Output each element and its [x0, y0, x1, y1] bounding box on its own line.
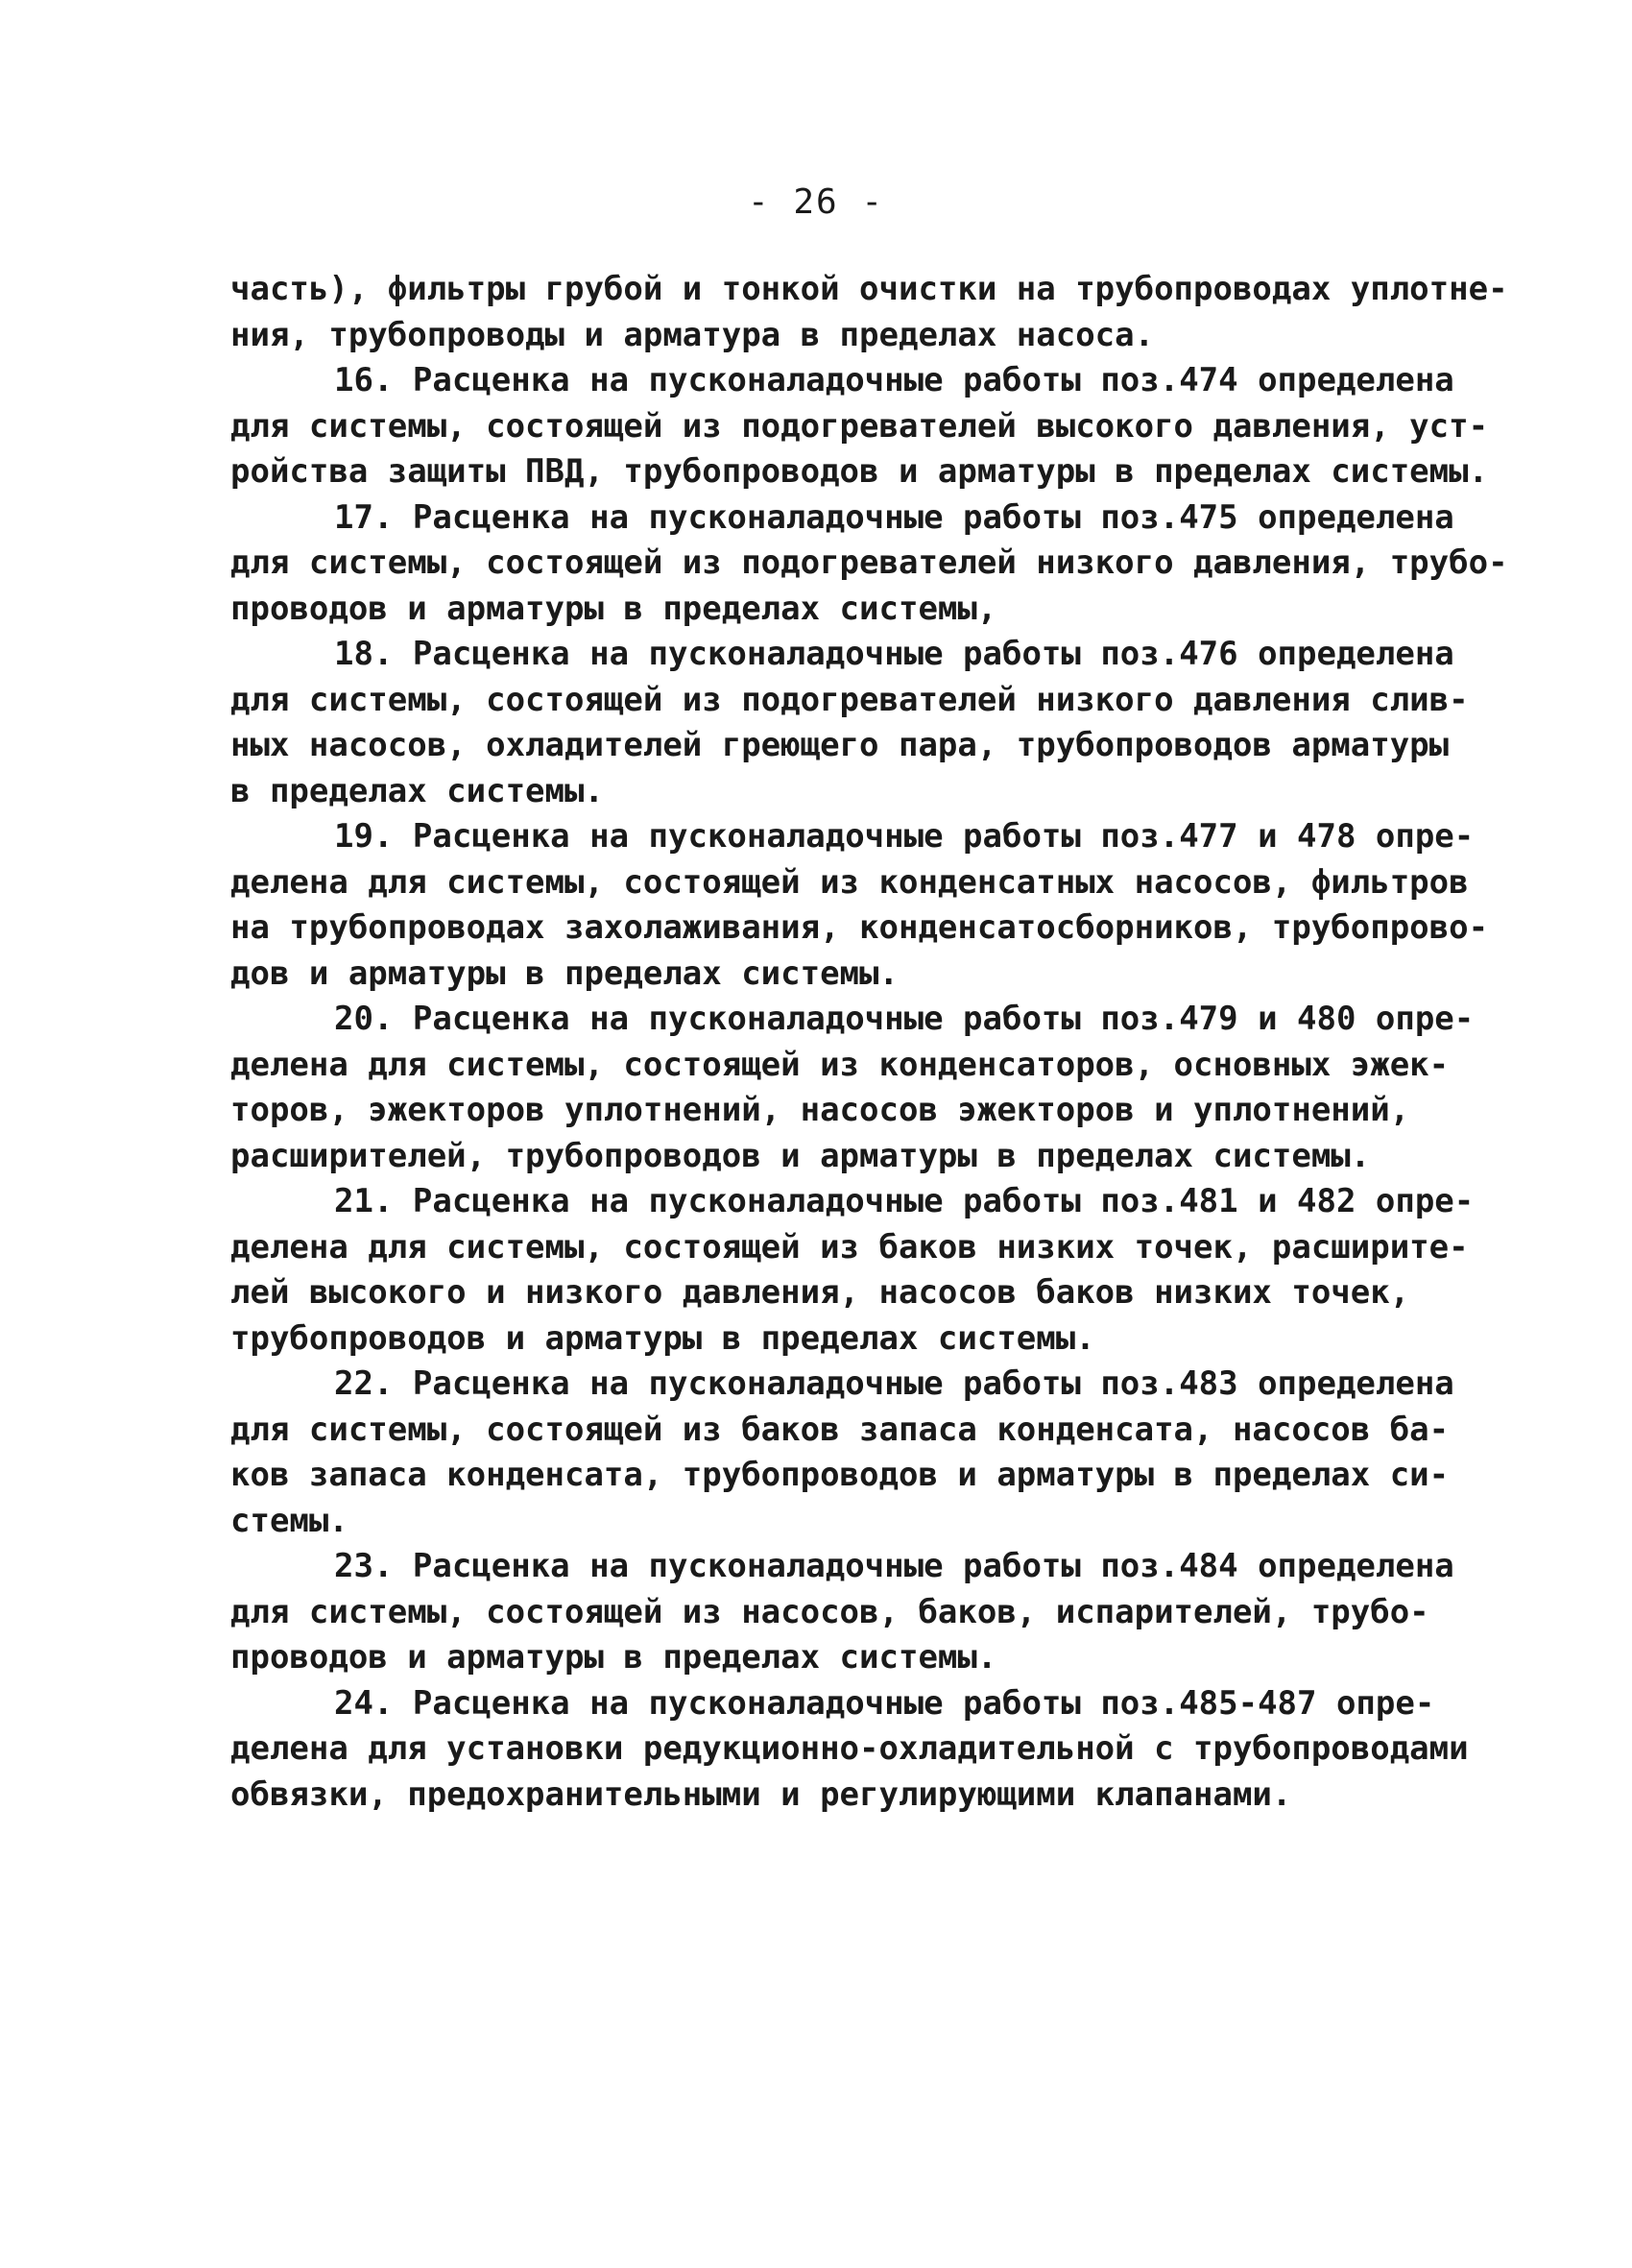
text-line: часть), фильтры грубой и тонкой очистки на трубопроводах уплотне-: [230, 270, 1508, 308]
text-line: стемы.: [230, 1501, 348, 1540]
text-line: торов, эжекторов уплотнений, насосов эжекторов и уплотнений,: [230, 1091, 1410, 1129]
text-line: лей высокого и низкого давления, насосов баков низких точек,: [230, 1273, 1410, 1312]
text-line: 16. Расценка на пусконаладочные работы поз.474 определена: [334, 361, 1454, 399]
text-line: 24. Расценка на пусконаладочные работы поз.485-487 опре-: [334, 1683, 1435, 1723]
text-line: в пределах системы.: [230, 771, 604, 810]
text-line: обвязки, предохранительными и регулирующими клапанами.: [230, 1774, 1292, 1814]
text-line: проводов и арматуры в пределах системы.: [230, 1638, 997, 1677]
text-line: для системы, состоящей из насосов, баков, испарителей, трубо-: [230, 1592, 1429, 1631]
text-line: делена для системы, состоящей из конденсатных насосов, фильтров: [230, 862, 1469, 902]
text-line: 17. Расценка на пусконаладочные работы поз.475 определена: [334, 497, 1454, 537]
text-line: трубопроводов и арматуры в пределах системы.: [230, 1318, 1095, 1358]
text-line: 18. Расценка на пусконаладочные работы поз.476 определена: [334, 635, 1454, 673]
text-line: для системы, состоящей из подогревателей низкого давления слив-: [230, 680, 1469, 719]
text-line: делена для системы, состоящей из баков низких точек, расширите-: [230, 1227, 1469, 1267]
text-line: ных насосов, охладителей греющего пара, трубопроводов арматуры: [230, 726, 1450, 764]
text-line: дов и арматуры в пределах системы.: [230, 953, 899, 993]
text-line: ков запаса конденсата, трубопроводов и арматуры в пределах си-: [230, 1456, 1450, 1494]
text-line: 21. Расценка на пусконаладочные работы поз.481 и 482 опре-: [334, 1182, 1475, 1220]
text-line: делена для системы, состоящей из конденсаторов, основных эжек-: [230, 1045, 1450, 1084]
text-line: для системы, состоящей из подогревателей высокого давления, уст-: [230, 406, 1489, 446]
text-line: расширителей, трубопроводов и арматуры в пределах системы.: [230, 1136, 1371, 1175]
text-line: 20. Расценка на пусконаладочные работы поз.479 и 480 опре-: [334, 1000, 1475, 1038]
text-line: на трубопроводах захолаживания, конденсатосборников, трубопрово-: [230, 908, 1489, 947]
text-line: 22. Расценка на пусконаладочные работы поз.483 определена: [334, 1364, 1454, 1403]
text-line: делена для установки редукционно-охладительной с трубопроводами: [230, 1729, 1469, 1768]
text-line: проводов и арматуры в пределах системы,: [230, 589, 997, 628]
body-text: [230, 267, 1508, 1818]
page-number: - 26 -: [747, 182, 885, 222]
text-line: 19. Расценка на пусконаладочные работы поз.477 и 478 опре-: [334, 817, 1475, 856]
text-line: для системы, состоящей из подогревателей низкого давления, трубо-: [230, 543, 1508, 582]
text-line: ния, трубопроводы и арматура в пределах насоса.: [230, 315, 1155, 354]
text-line: для системы, состоящей из баков запаса конденсата, насосов ба-: [230, 1410, 1450, 1449]
text-line: ройства защиты ПВД, трубопроводов и арматуры в пределах системы.: [230, 452, 1489, 491]
text-line: 23. Расценка на пусконаладочные работы поз.484 определена: [334, 1547, 1454, 1585]
